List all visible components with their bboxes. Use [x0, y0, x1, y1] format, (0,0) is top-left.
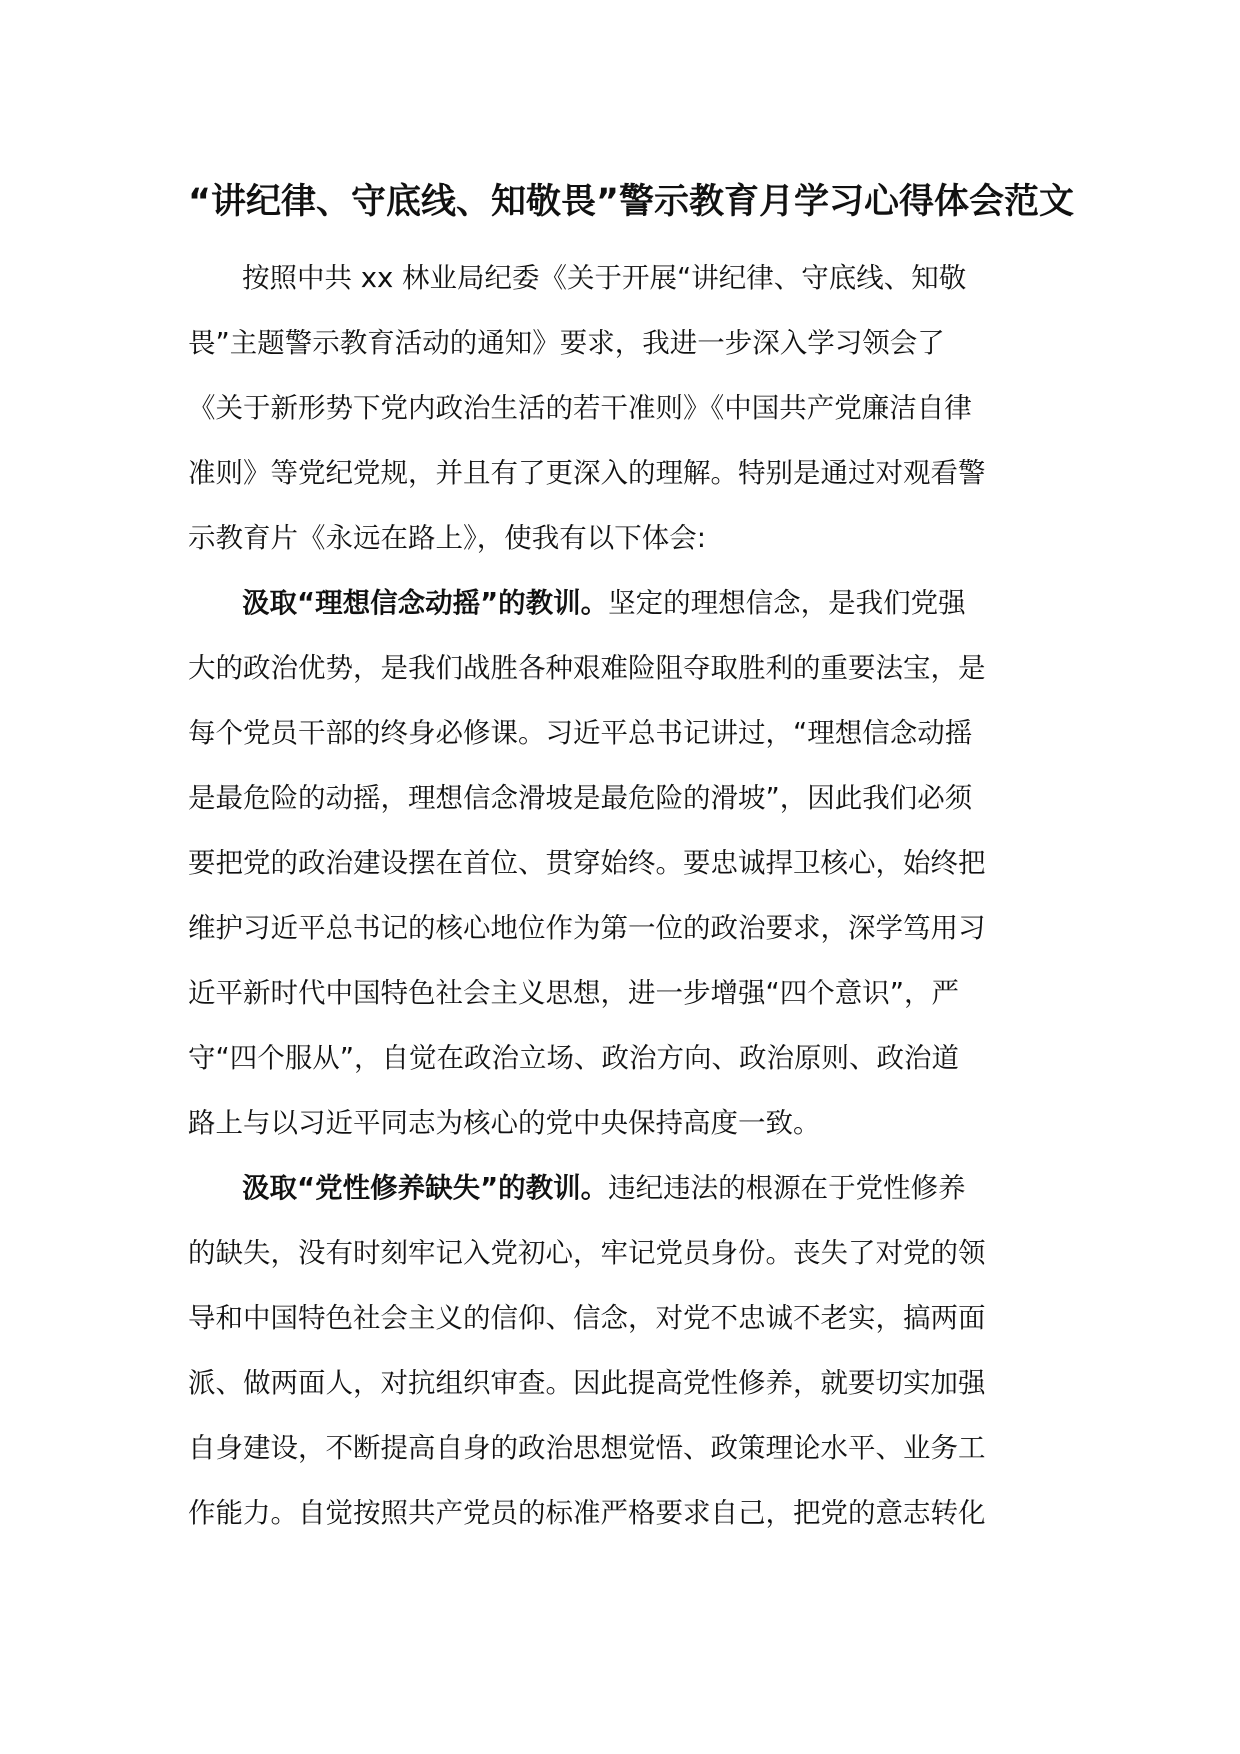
paragraph-line: 大的政治优势，是我们战胜各种艰难险阻夺取胜利的重要法宝，是	[188, 652, 986, 684]
paragraph-ideals-lesson	[188, 571, 1040, 1156]
document-title: “讲纪律、守底线、知敬畏”警示教育月学习心得体会范文	[188, 182, 1075, 222]
paragraph-line: 派、做两面人，对抗组织审查。因此提高党性修养，就要切实加强	[188, 1367, 986, 1399]
paragraph-line: 要把党的政治建设摆在首位、贯穿始终。要忠诚捍卫核心，始终把	[188, 847, 986, 879]
paragraph-line: 《关于新形势下党内政治生活的若干准则》《中国共产党廉洁自律	[188, 392, 972, 424]
paragraph-line: 每个党员干部的终身必修课。习近平总书记讲过，“理想信念动摇	[188, 717, 973, 749]
paragraph-line: 自身建设，不断提高自身的政治思想觉悟、政策理论水平、业务工	[188, 1432, 986, 1464]
paragraph-lead-heading: 汲取“党性修养缺失”的教训。	[242, 1172, 609, 1204]
paragraph-intro	[188, 246, 1040, 571]
paragraph-line: 按照中共 xx 林业局纪委《关于开展“讲纪律、守底线、知敬	[242, 262, 967, 294]
paragraph-line: 导和中国特色社会主义的信仰、信念，对党不忠诚不老实，搞两面	[188, 1302, 986, 1334]
paragraph-line: 守“四个服从”，自觉在政治立场、政治方向、政治原则、政治道	[188, 1042, 959, 1074]
paragraph-line: 作能力。自觉按照共产党员的标准严格要求自己，把党的意志转化	[188, 1497, 986, 1529]
paragraph-line: 路上与以习近平同志为核心的党中央保持高度一致。	[188, 1107, 821, 1139]
paragraph-line: 维护习近平总书记的核心地位作为第一位的政治要求，深学笃用习	[188, 912, 986, 944]
paragraph-party-spirit-lesson	[188, 1156, 1040, 1546]
paragraph-first-line	[188, 1156, 1040, 1221]
paragraph-line: 近平新时代中国特色社会主义思想，进一步增强“四个意识”，严	[188, 977, 959, 1009]
paragraph-line: 的缺失，没有时刻牢记入党初心，牢记党员身份。丧失了对党的领	[188, 1237, 986, 1269]
paragraph-lead-heading: 汲取“理想信念动摇”的教训。	[242, 587, 609, 619]
paragraph-line: 是最危险的动摇，理想信念滑坡是最危险的滑坡”，因此我们必须	[188, 782, 973, 814]
paragraph-line: 畏”主题警示教育活动的通知》要求，我进一步深入学习领会了	[188, 327, 945, 359]
document-body	[188, 246, 1040, 1546]
paragraph-first-line-text: 违纪违法的根源在于党性修养	[608, 1172, 966, 1204]
paragraph-first-line-text: 坚定的理想信念，是我们党强	[608, 587, 966, 619]
paragraph-first-line	[188, 571, 1040, 636]
paragraph-line: 示教育片《永远在路上》，使我有以下体会:	[188, 522, 707, 554]
paragraph-line: 准则》等党纪党规，并且有了更深入的理解。特别是通过对观看警	[188, 457, 986, 489]
